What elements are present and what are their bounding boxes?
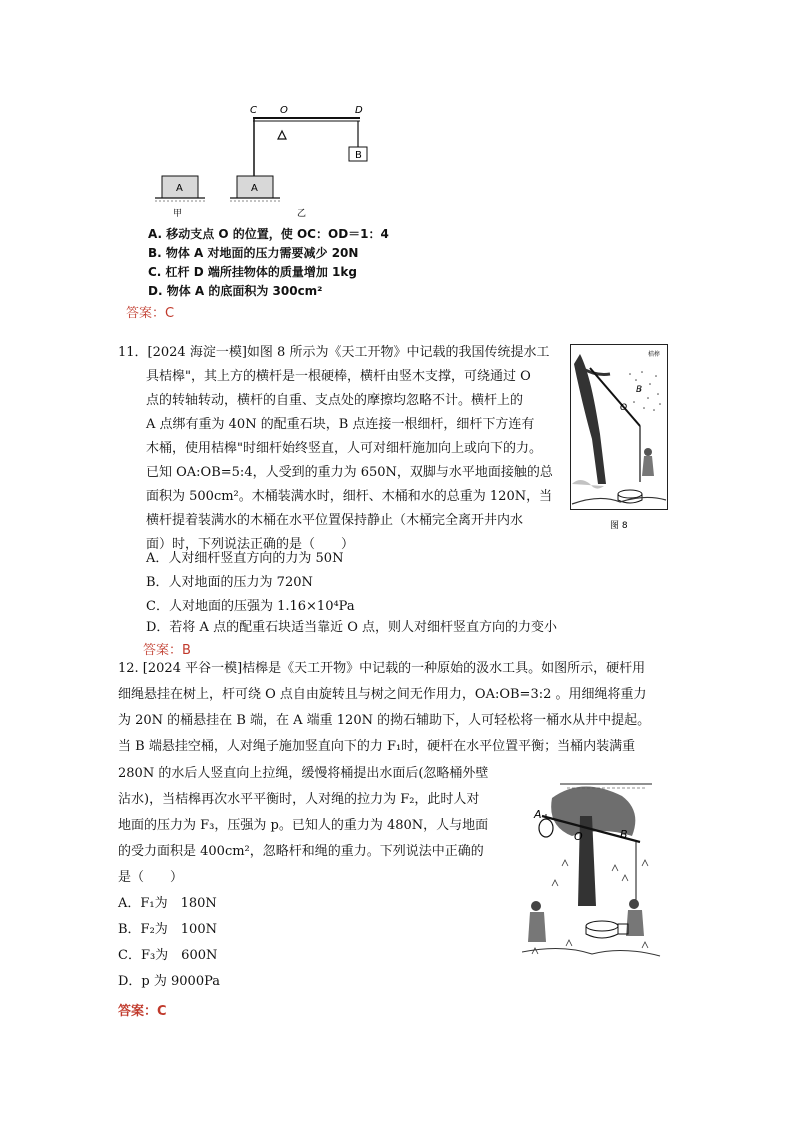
- q12-line: 12. [2024 平谷一模]桔槔是《天工开物》中记载的一种原始的汲水工具。如图所示，硬杆用: [118, 661, 646, 676]
- q10-lever-diagram: [150, 98, 380, 223]
- answer-label: 答案：: [126, 306, 166, 321]
- q12-option-a: A．F₁为 180N: [118, 896, 217, 911]
- label-o: O: [280, 105, 288, 116]
- block-a-left-label: A: [176, 183, 183, 194]
- block-a-right-label: A: [251, 183, 258, 194]
- label-d: D: [355, 105, 363, 116]
- q11-line: 木桶，使用桔槔"时细杆始终竖直，人可对细杆施加向上或向下的力。: [146, 441, 542, 456]
- q10-option-c: C. 杠杆 D 端所挂物体的质量增加 1kg: [148, 265, 357, 279]
- figure-title: 桔槔: [648, 351, 661, 358]
- answer-value: C: [165, 306, 175, 321]
- q11-option-a: A．人对细杆竖直方向的力为 50N: [146, 551, 344, 566]
- q12-line: 细绳悬挂在树上，杆可绕 O 点自由旋转且与树之间无作用力，OA:OB=3:2 。用细绳将重力: [118, 687, 647, 702]
- q12-line: 当 B 端悬挂空桶，人对绳子施加竖直向下的力 F₁时，硬杆在水平位置平衡；当桶内装满重: [118, 739, 636, 754]
- label-b: B: [620, 828, 628, 841]
- q10-option-d: D. 物体 A 的底面积为 300cm²: [148, 284, 323, 298]
- q11-line: 11．[2024 海淀一模]如图 8 所示为《天工开物》中记载的我国传统提水工: [118, 345, 550, 360]
- q11-line: 已知 OA:OB=5:4，人受到的重力为 650N，双脚与水平地面接触的总: [146, 465, 553, 480]
- q11-line: 具桔槔"，其上方的横杆是一根硬棒，横杆由竖木支撑，可绕通过 O: [146, 369, 531, 384]
- q10-option-b: B. 物体 A 对地面的压力需要减少 20N: [148, 246, 359, 260]
- q12-figure-well-sweep: [522, 776, 662, 966]
- label-o: O: [574, 830, 583, 843]
- q10-answer: [126, 302, 174, 321]
- answer-label: 答案：: [143, 643, 183, 658]
- q12-line: 为 20N 的桶悬挂在 B 端，在 A 端重 120N 的拗石辅助下，人可轻松将一桶水从井中提起。: [118, 713, 651, 728]
- q12-option-d: D．p 为 9000Pa: [118, 974, 221, 989]
- q12-line: 地面的压力为 F₃，压强为 p。已知人的重力为 480N，人与地面: [118, 818, 489, 833]
- q11-option-d: D．若将 A 点的配重石块适当靠近 O 点，则人对细杆竖直方向的力变小: [146, 620, 557, 635]
- fulcrum-icon: [278, 131, 286, 139]
- label-c: C: [250, 105, 257, 116]
- q11-line: A 点绑有重为 40N 的配重石块，B 点连接一根细杆，细杆下方连有: [146, 417, 535, 432]
- caption-yi: 乙: [297, 209, 307, 219]
- q12-line: 沾水)，当桔槔再次水平平衡时，人对绳的拉力为 F₂，此时人对: [118, 792, 480, 807]
- answer-label: 答案：: [118, 1004, 158, 1019]
- q12-option-b: B．F₂为 100N: [118, 922, 217, 937]
- answer-value: C: [157, 1004, 167, 1019]
- q10-option-a: A. 移动支点 O 的位置，使 OC：OD＝1：4: [148, 227, 389, 241]
- q12-line: 280N 的水后人竖直向上拉绳，缓慢将桶提出水面后(忽略桶外壁: [118, 766, 489, 781]
- q11-line: 点的转轴转动，横杆的自重、支点处的摩擦均忽略不计。横杆上的: [146, 393, 524, 408]
- q11-option-c: C．人对地面的压强为 1.16×10⁴Pa: [146, 599, 355, 614]
- q12-answer: [118, 1000, 167, 1019]
- q11-line: 面）时，下列说法正确的是（ ）: [146, 537, 355, 552]
- q11-option-b: B．人对地面的压力为 720N: [146, 575, 313, 590]
- q12-option-c: C．F₃为 600N: [118, 948, 218, 963]
- q11-line: 面积为 500cm²。木桶装满水时，细杆、木桶和水的总重为 120N，当: [146, 489, 553, 504]
- figure-caption: 图 8: [610, 521, 628, 530]
- q11-answer: [143, 639, 191, 658]
- label-a: A: [534, 808, 542, 821]
- answer-value: B: [182, 643, 191, 658]
- caption-jia: 甲: [173, 209, 183, 219]
- q12-line: 是（ ）: [118, 870, 184, 885]
- svg-text:O: O: [620, 403, 628, 413]
- q12-line: 的受力面积是 400cm²，忽略杆和绳的重力。下列说法中正确的: [118, 844, 484, 859]
- q11-figure-well-sweep: [570, 344, 670, 530]
- svg-text:B: B: [636, 385, 643, 395]
- box-b-label: B: [355, 150, 362, 161]
- q11-line: 横杆提着装满水的木桶在水平位置保持静止（木桶完全离开井内水: [146, 513, 524, 528]
